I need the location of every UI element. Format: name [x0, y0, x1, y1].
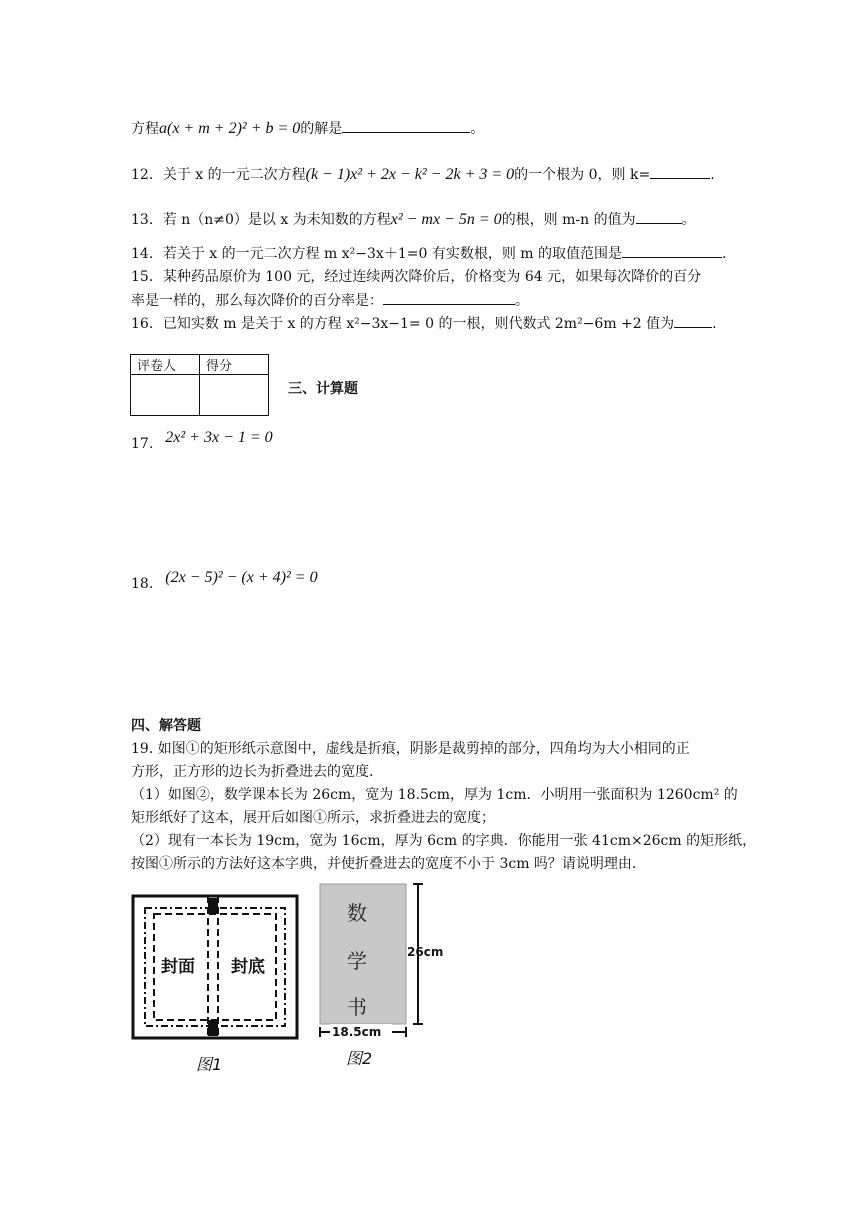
figure2-diagram — [314, 878, 454, 1068]
book-char-1: 数 — [347, 901, 367, 925]
score-table — [130, 354, 269, 416]
q18-number: 18. — [131, 576, 154, 592]
q17-line — [131, 429, 273, 454]
q11-prefix: 方程 — [131, 121, 159, 137]
q13-answer-blank[interactable] — [636, 209, 682, 224]
q14-text: 14．若关于 x 的一元二次方程 m x²−3x＋1=0 有实数根，则 m 的取值范围是 — [131, 246, 622, 262]
q15-line2-text: 率是一样的，那么每次降价的百分率是： — [131, 293, 383, 309]
q19-line3: （1）如图②，数学课本长为 26cm，宽为 18.5cm，厚为 1cm．小明用一张面积为 1260cm² 的 — [131, 787, 738, 803]
figure2-caption: 图2 — [346, 1049, 373, 1068]
q16-end: . — [712, 316, 717, 332]
score-header: 得分 — [200, 355, 269, 375]
q13-line — [131, 209, 696, 230]
q13-end: 。 — [681, 212, 696, 228]
q12-suffix: 的一个根为 0，则 k= — [514, 167, 651, 183]
q12-end: . — [710, 167, 715, 183]
q12-line — [131, 164, 715, 185]
width-dimension-label: 18.5cm — [332, 1025, 382, 1039]
q15-answer-blank[interactable] — [383, 290, 515, 305]
q11-equation: a(x + m + 2)² + b = 0 — [159, 120, 301, 137]
q19-line6: 按图①所示的方法好这本字典，并使折叠进去的宽度不小于 3cm 吗？请说明理由. — [131, 856, 637, 872]
figure1-diagram — [128, 888, 308, 1078]
q12-equation: (k − 1)x² + 2x − k² − 2k + 3 = 0 — [305, 166, 515, 183]
q14-end: . — [722, 246, 727, 262]
figure1-caption: 图1 — [196, 1055, 223, 1074]
q19-line5: （2）现有一本长为 19cm，宽为 16cm，厚为 6cm 的字典．你能用一张 41cm×26cm 的矩形纸， — [131, 833, 757, 849]
section4-title: 四、解答题 — [131, 718, 201, 734]
q16-line — [131, 313, 717, 334]
length-dimension-label: 26cm — [407, 945, 444, 959]
q14-line — [131, 243, 726, 264]
q16-text: 16．已知实数 m 是关于 x 的方程 x²−3x−1= 0 的一根，则代数式 2m²−6m +2 值为 — [131, 316, 675, 332]
section3-title: 三、计算题 — [288, 381, 358, 397]
q19-line2: 方形，正方形的边长为折叠进去的宽度. — [131, 764, 374, 780]
q14-answer-blank[interactable] — [622, 243, 722, 258]
q19-line4: 矩形纸好了这本，展开后如图①所示，求折叠进去的宽度； — [131, 810, 495, 826]
q13-prefix: 13．若 n（n≠0）是以 x 为未知数的方程 — [131, 212, 391, 228]
q12-answer-blank[interactable] — [650, 164, 710, 179]
grader-header: 评卷人 — [131, 355, 200, 375]
front-cover-label: 封面 — [161, 957, 195, 977]
back-cover-label: 封底 — [231, 957, 265, 977]
q12-prefix: 12．关于 x 的一元二次方程 — [131, 167, 306, 183]
book-char-3: 书 — [347, 995, 367, 1019]
q18-line — [131, 569, 318, 594]
score-cell[interactable] — [200, 375, 269, 416]
q15-line2 — [131, 290, 529, 311]
q15-line1: 15．某种药品原价为 100 元，经过连续两次降价后，价格变为 64 元，如果每次降价的百分 — [131, 269, 702, 285]
book-char-2: 学 — [347, 949, 367, 973]
q11-suffix: 的解是 — [300, 121, 343, 137]
q17-number: 17. — [131, 436, 154, 452]
q11-end: 。 — [470, 121, 485, 137]
q11-answer-blank[interactable] — [342, 118, 470, 133]
q15-end: 。 — [515, 293, 529, 309]
q11-line — [131, 118, 484, 139]
q18-equation: (2x − 5)² − (x + 4)² = 0 — [165, 569, 318, 586]
q17-equation: 2x² + 3x − 1 = 0 — [165, 429, 273, 446]
q13-equation: x² − mx − 5n = 0 — [390, 211, 502, 228]
grader-cell[interactable] — [131, 375, 200, 416]
q19-line1: 19. 如图①的矩形纸示意图中，虚线是折痕，阴影是裁剪掉的部分，四角均为大小相同的正 — [131, 741, 690, 757]
q16-answer-blank[interactable] — [674, 313, 712, 328]
q13-suffix: 的根，则 m-n 的值为 — [501, 212, 636, 228]
